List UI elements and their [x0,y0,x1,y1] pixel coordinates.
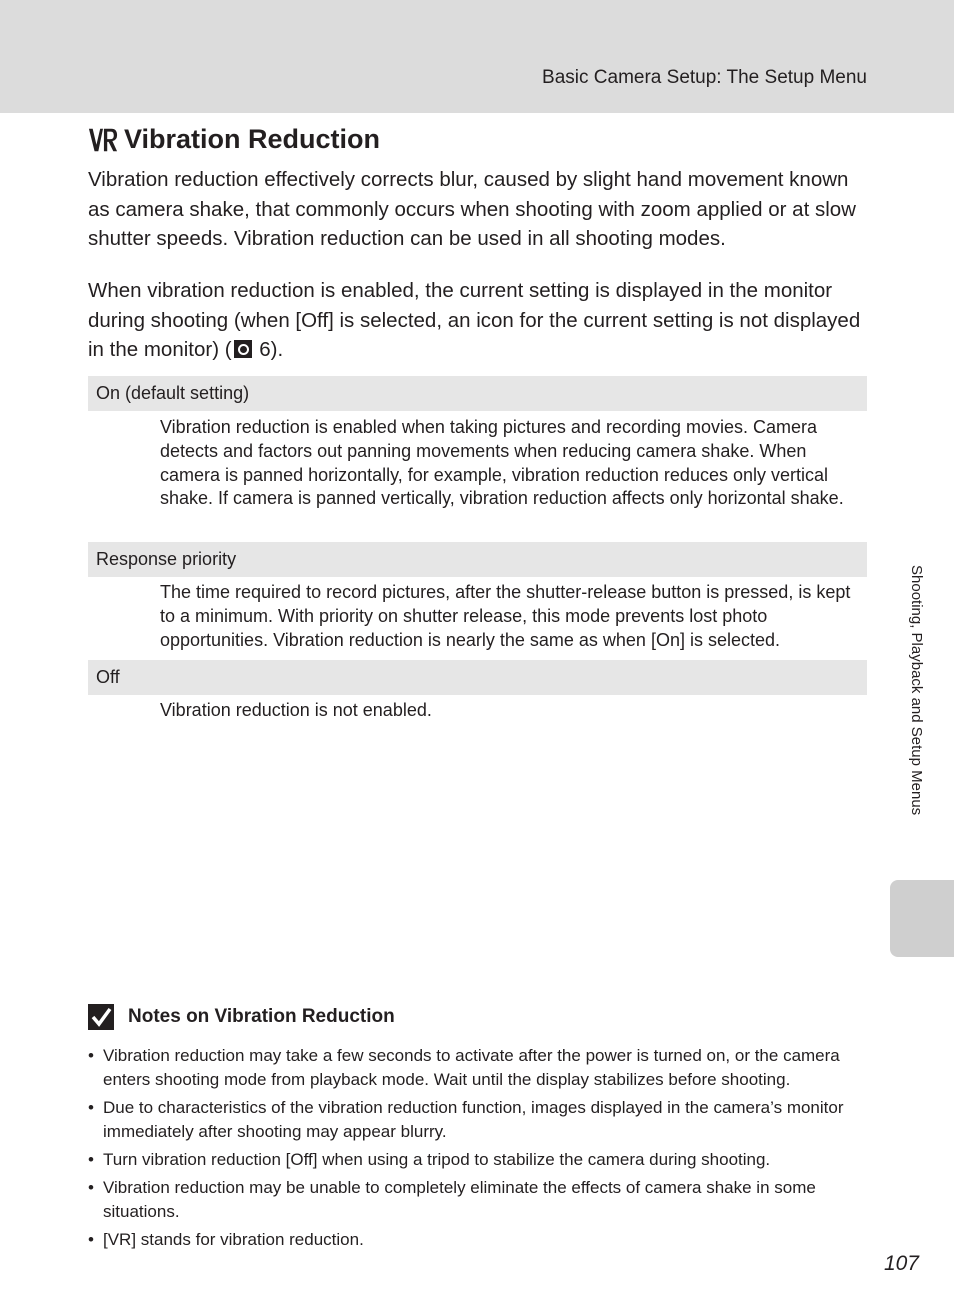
option-label-response-priority: Response priority [96,549,237,569]
option-label-off: Off [96,667,120,687]
option-header-off [88,660,867,695]
page-number: 107 [883,1252,919,1275]
option-header-response-priority [88,542,867,577]
check-note-icon [88,1004,114,1030]
side-tab-label: Shooting, Playback and Setup Menus [908,565,925,816]
option-label-on: On (default setting) [96,383,250,403]
notes-title: Notes on Vibration Reduction [128,1006,395,1027]
option-header-on [88,376,867,411]
vr-icon [88,125,118,155]
list-item: • Turn vibration reduction [Off] when using a tripod to stabilize the camera during shooting. [88,1148,866,1172]
monitor-paragraph-text: When vibration reduction is enabled, the current setting is displayed in the monitor during shooting (when [Off] is selected, an icon for the current setting is not displayed in the monitor) ( [88,279,861,361]
page-title: Vibration Reduction [124,124,381,154]
header-section-title: Basic Camera Setup: The Setup Menu [542,67,867,88]
option-description-on: Vibration reduction is enabled when taking pictures and recording movies. Camera detects and factors out panning movements when reducing camera shake. When camera is panned horizontally, for example, vibration reduction reduces only vertical shake. If camera is panned vertically, vibration reduction affects only horizontal shake. [160,417,844,509]
monitor-paragraph [88,276,868,365]
side-tab-marker [890,880,954,957]
notes-heading [88,1004,395,1030]
list-item: • Vibration reduction may be unable to completely eliminate the effects of camera shake in some situations. [88,1176,866,1224]
intro-paragraph: Vibration reduction effectively corrects blur, caused by slight hand movement known as camera shake, that commonly occurs when shooting with zoom applied or at slow shutter speeds. Vibration reduction can be used in all shooting modes. [88,168,856,250]
page-reference-icon [234,340,252,358]
notes-list [88,1044,866,1256]
option-description-response-priority: The time required to record pictures, after the shutter-release button is pressed, is kept to a minimum. With priority on shutter release, this mode prevents lost photo opportunities. Vibration reduction is nearly the same as when [On] is selected. [160,582,851,650]
list-item: • [VR] stands for vibration reduction. [88,1228,866,1252]
header-band [0,0,954,113]
list-item: • Vibration reduction may take a few seconds to activate after the power is turned on, or the camera enters shooting mode from playback mode. Wait until the display stabilizes before shooting. [88,1044,866,1092]
section-heading [88,124,380,155]
option-description-off: Vibration reduction is not enabled. [160,700,432,720]
list-item: • Due to characteristics of the vibration reduction function, images displayed in the camera’s monitor immediately after shooting may appear blurry. [88,1096,866,1144]
monitor-paragraph-ref: 6). [253,338,284,361]
